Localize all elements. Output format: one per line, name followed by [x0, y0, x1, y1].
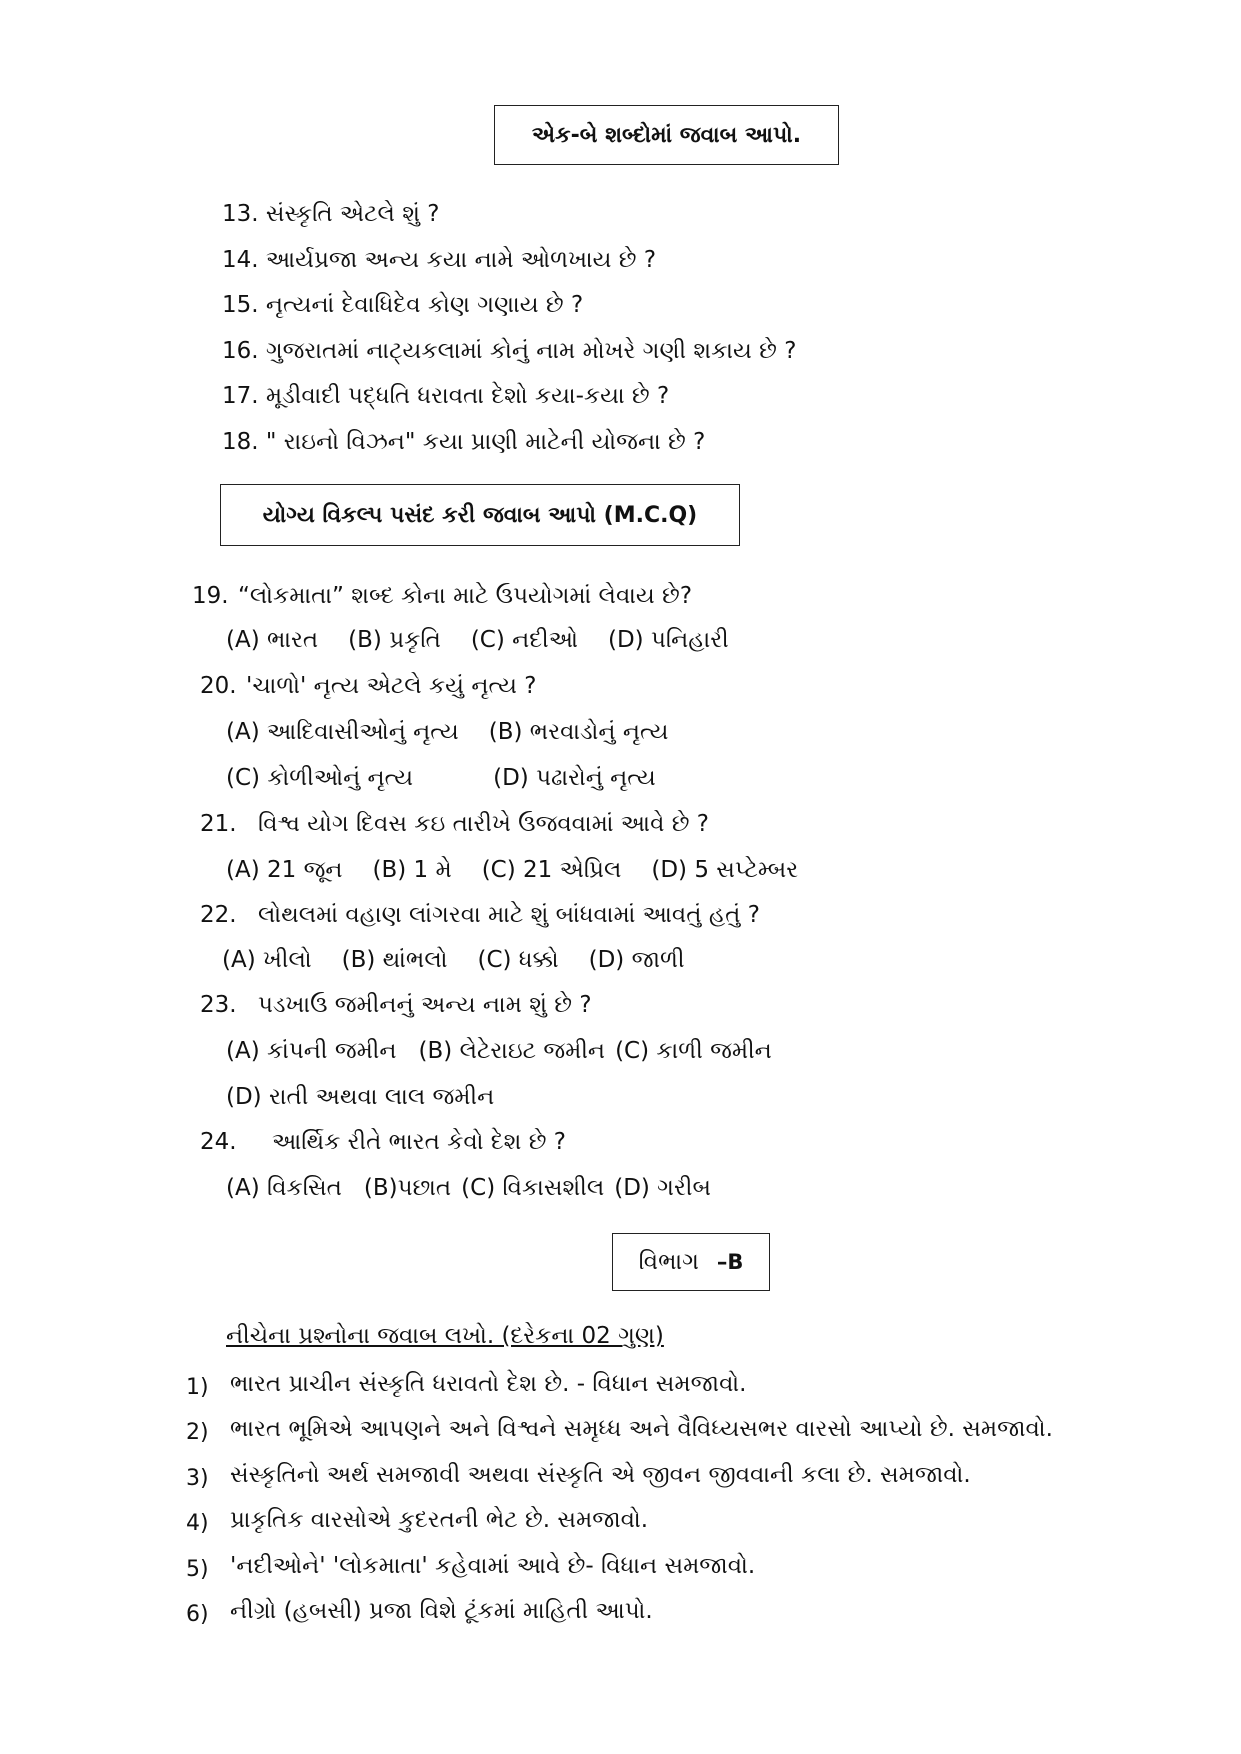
- mcq-heading: યોગ્ય વિકલ્પ પસંદ કરી જવાબ આપો (M.C.Q): [262, 502, 698, 528]
- question-23-options-row1: [226, 1035, 802, 1067]
- q20-option-a: (A) આદિવાસીઓનું નૃત્ય: [226, 719, 459, 745]
- question-24-text: આર્થિક રીતે ભારત કેવો દેશ છે ?: [272, 1129, 566, 1155]
- section-b-q2-text: ભારત ભૂમિએ આપણને અને વિશ્વને સમૃધ્ધ અને વૈવિધ્યસભર વારસો આપ્યો છે. સમજાવો.: [230, 1416, 1053, 1442]
- q23-option-c: (C) કાળી જમીન: [615, 1038, 772, 1064]
- section-b-suffix: –B: [716, 1250, 744, 1274]
- section-b-label: વિભાગ: [638, 1249, 699, 1275]
- question-18: 18. " રાઇનો વિઝન" કયા પ્રાણી માટેની યોજના છે ?: [222, 429, 706, 455]
- question-21: [200, 808, 709, 840]
- q19-option-a: (A) ભારત: [226, 627, 319, 653]
- question-22-number: 22.: [200, 902, 237, 928]
- mcq-heading-box: [220, 484, 740, 546]
- question-19-options: [226, 624, 759, 656]
- question-21-options: [226, 854, 828, 886]
- question-19-text: “લોકમાતા” શબ્દ કોના માટે ઉપયોગમાં લેવાય છે?: [238, 583, 693, 609]
- question-19: [192, 580, 692, 612]
- q19-option-b: (B) પ્રકૃતિ: [348, 627, 441, 653]
- section-b-q5-number: 5): [186, 1557, 209, 1582]
- question-20-options-row1: [226, 716, 698, 748]
- q21-option-a: (A) 21 જૂન: [226, 857, 343, 883]
- q23-option-a: (A) કાંપની જમીન: [226, 1038, 397, 1064]
- q21-option-c: (C) 21 એપ્રિલ: [481, 857, 622, 883]
- question-23-text: પડખાઉ જમીનનું અન્ય નામ શું છે ?: [258, 992, 592, 1018]
- question-13: 13. સંસ્કૃતિ એટલે શું ?: [222, 201, 440, 227]
- section-b-box: [612, 1233, 770, 1291]
- section-b-q4-text: પ્રાકૃતિક વારસોએ કુદરતની ભેટ છે. સમજાવો.: [230, 1507, 649, 1533]
- question-24-number: 24.: [200, 1129, 237, 1155]
- q22-option-b: (B) થાંભલો: [341, 947, 448, 973]
- q20-option-c: (C) કોળીઓનું નૃત્ય: [226, 765, 414, 791]
- question-20-text: 'ચાળો' નૃત્ય એટલે કયું નૃત્ય ?: [246, 673, 537, 699]
- q23-option-d: (D) રાતી અથવા લાલ જમીન: [226, 1084, 495, 1110]
- section-b-q5-text: 'નદીઓને' 'લોકમાતા' કહેવામાં આવે છે- વિધાન સમજાવો.: [230, 1553, 756, 1579]
- section-b-q1-text: ભારત પ્રાચીન સંસ્કૃતિ ધરાવતો દેશ છે. - વિધાન સમજાવો.: [230, 1371, 747, 1397]
- q24-option-a: (A) વિકસિત: [226, 1175, 342, 1201]
- q20-option-d: (D) પઢારોનું નૃત્ય: [493, 765, 656, 791]
- question-20: [200, 670, 536, 702]
- oneword-heading: એક-બે શબ્દોમાં જવાબ આપો.: [531, 122, 802, 148]
- question-22-options: [222, 944, 715, 976]
- section-b-q6-text: નીગ્રો (હબસી) પ્રજા વિશે ટૂંકમાં માહિતી આપો.: [230, 1598, 653, 1624]
- question-21-number: 21.: [200, 811, 237, 837]
- question-15: 15. નૃત્યનાં દેવાધિદેવ કોણ ગણાય છે ?: [222, 292, 584, 318]
- q21-option-b: (B) 1 મે: [372, 857, 452, 883]
- question-21-text: વિશ્વ યોગ દિવસ કઇ તારીખે ઉજવવામાં આવે છે ?: [258, 811, 710, 837]
- oneword-heading-box: [494, 105, 839, 165]
- q22-option-a: (A) ખીલો: [222, 947, 312, 973]
- question-20-number: 20.: [200, 673, 237, 699]
- section-b-q3-text: સંસ્કૃતિનો અર્થ સમજાવી અથવા સંસ્કૃતિ એ જીવન જીવવાની કલા છે. સમજાવો.: [230, 1462, 971, 1488]
- question-24: [200, 1126, 566, 1158]
- q22-option-c: (C) ધક્કો: [477, 947, 559, 973]
- q23-option-b: (B) લેટેરાઇટ જમીન: [418, 1038, 606, 1064]
- question-14: 14. આર્યપ્રજા અન્ય કયા નામે ઓળખાય છે ?: [222, 247, 657, 273]
- question-22-text: લોથલમાં વહાણ લાંગરવા માટે શું બાંધવામાં આવતું હતું ?: [258, 902, 760, 928]
- question-23: [200, 989, 592, 1021]
- question-17: 17. મૂડીવાદી પદ્ધતિ ધરાવતા દેશો કયા-કયા છે ?: [222, 383, 670, 409]
- q24-option-b: (B)પછાત: [363, 1175, 452, 1201]
- question-22: [200, 899, 760, 931]
- question-19-number: 19.: [192, 583, 229, 609]
- q22-option-d: (D) જાળી: [588, 947, 685, 973]
- section-b-q6-number: 6): [186, 1602, 209, 1627]
- section-b-q4-number: 4): [186, 1511, 209, 1536]
- question-20-options-row2: [226, 762, 686, 794]
- q20-option-b: (B) ભરવાડોનું નૃત્ય: [488, 719, 669, 745]
- section-b-q3-number: 3): [186, 1466, 209, 1491]
- section-b-heading: નીચેના પ્રશ્નોના જવાબ લખો. (દરેકના 02 ગુણ): [226, 1323, 664, 1349]
- q19-option-c: (C) નદીઓ: [470, 627, 578, 653]
- question-23-options-row2: [226, 1081, 524, 1113]
- question-23-number: 23.: [200, 992, 237, 1018]
- q21-option-d: (D) 5 સપ્ટેમ્બર: [651, 857, 799, 883]
- question-24-options: [226, 1172, 741, 1204]
- q19-option-d: (D) પનિહારી: [607, 627, 729, 653]
- question-16: 16. ગુજરાતમાં નાટ્યકલામાં કોનું નામ મોખરે ગણી શકાય છે ?: [222, 338, 797, 364]
- q24-option-d: (D) ગરીબ: [614, 1175, 711, 1201]
- q24-option-c: (C) વિકાસશીલ: [461, 1175, 605, 1201]
- section-b-q1-number: 1): [186, 1375, 209, 1400]
- section-b-q2-number: 2): [186, 1420, 209, 1445]
